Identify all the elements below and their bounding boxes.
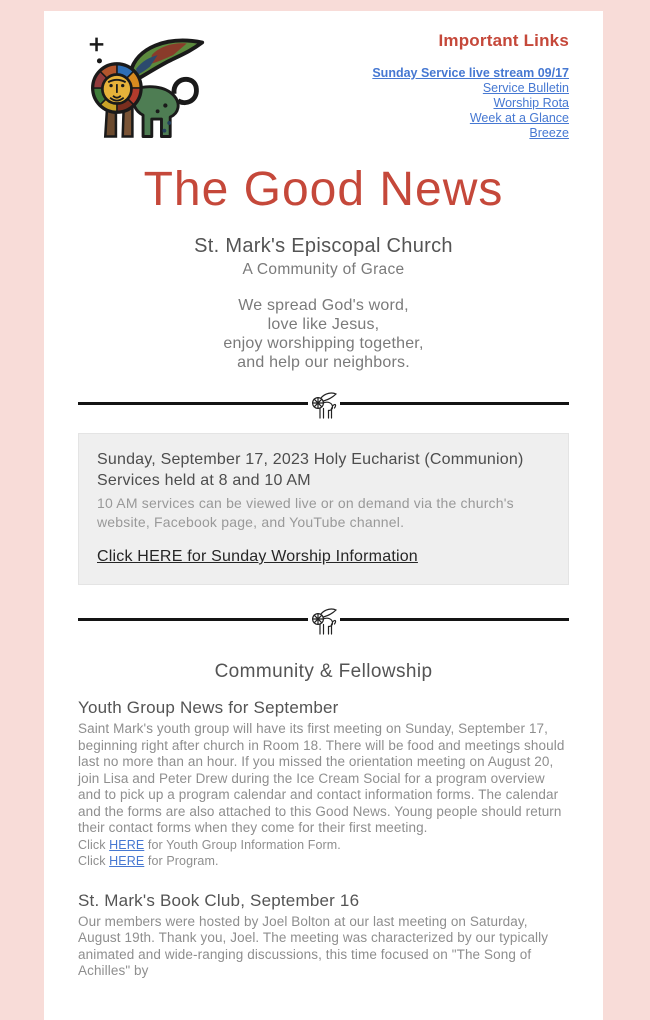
sunday-worship-info-link[interactable]: Click HERE for Sunday Worship Information [97, 548, 418, 565]
mission-tagline [78, 296, 569, 372]
important-links [372, 31, 569, 140]
divider-line [78, 402, 308, 405]
section-divider [78, 390, 569, 416]
divider-line [340, 618, 570, 621]
link-worship-rota[interactable]: Worship Rota [493, 96, 569, 110]
winged-lion-divider-icon [311, 392, 337, 420]
article-heading: Youth Group News for September [78, 698, 339, 717]
divider-line [78, 618, 308, 621]
winged-lion-divider-icon [311, 608, 337, 636]
service-announcement-box [78, 433, 569, 585]
church-subtitle: A Community of Grace [242, 261, 405, 278]
newsletter-card [44, 11, 603, 1020]
section-divider [78, 606, 569, 632]
link-week-at-a-glance[interactable]: Week at a Glance [469, 111, 569, 125]
link-suffix: for Program. [144, 853, 219, 868]
youth-group-form-link[interactable]: HERE [109, 837, 145, 852]
link-service-bulletin[interactable]: Service Bulletin [482, 81, 569, 95]
link-suffix: for Youth Group Information Form. [144, 837, 341, 852]
article-body: Saint Mark's youth group will have its first meeting on Sunday, September 17, beginning right after church in Room 18. There will be food and meetings should last no more than an hour. If you missed the orientation meeting on August 20, join Lisa and Peter Drew during the Ice Cream Social for a program overview and to pick up a program calendar and contact information forms. The calendar and the forms are also attached to this Good News. Young people should return their contact forms when they come for their first meeting. [78, 721, 565, 835]
service-heading: Sunday, September 17, 2023 Holy Eucharist (Communion) Services held at 8 and 10 AM [97, 451, 524, 489]
winged-lion-logo-icon [82, 33, 208, 145]
divider-line [340, 402, 570, 405]
link-prefix: Click [78, 853, 110, 868]
tagline-line: We spread God's word, [238, 297, 409, 314]
article-book-club [78, 891, 569, 980]
service-body: 10 AM services can be viewed live or on demand via the church's website, Facebook page, and YouTube channel. [97, 495, 514, 530]
article-youth-group [78, 698, 569, 869]
article-body: Our members were hosted by Joel Bolton at our last meeting on Saturday, August 19th. Thank you, Joel. The meeting was characterized by our typically animated and wide-ranging discussions, this time focused on "The Song of Achilles" by [78, 913, 549, 978]
article-heading: St. Mark's Book Club, September 16 [78, 890, 360, 910]
link-breeze[interactable]: Breeze [529, 126, 569, 140]
important-links-title: Important Links [438, 31, 569, 50]
st-marks-winged-lion-logo [82, 33, 208, 150]
link-prefix: Click [78, 837, 110, 852]
tagline-line: love like Jesus, [267, 316, 380, 333]
youth-form-link-line [78, 837, 569, 853]
church-name: St. Mark's Episcopal Church [194, 235, 453, 257]
link-sunday-live-stream[interactable]: Sunday Service live stream 09/17 [372, 66, 569, 80]
newsletter-title: The Good News [143, 163, 504, 216]
tagline-line: enjoy worshipping together, [223, 335, 424, 352]
section-title-community-fellowship: Community & Fellowship [214, 661, 433, 682]
masthead [78, 162, 569, 372]
tagline-line: and help our neighbors. [237, 354, 410, 371]
header-row [78, 23, 569, 150]
program-link[interactable]: HERE [109, 853, 145, 868]
program-link-line [78, 853, 569, 869]
important-links-list [372, 66, 569, 140]
